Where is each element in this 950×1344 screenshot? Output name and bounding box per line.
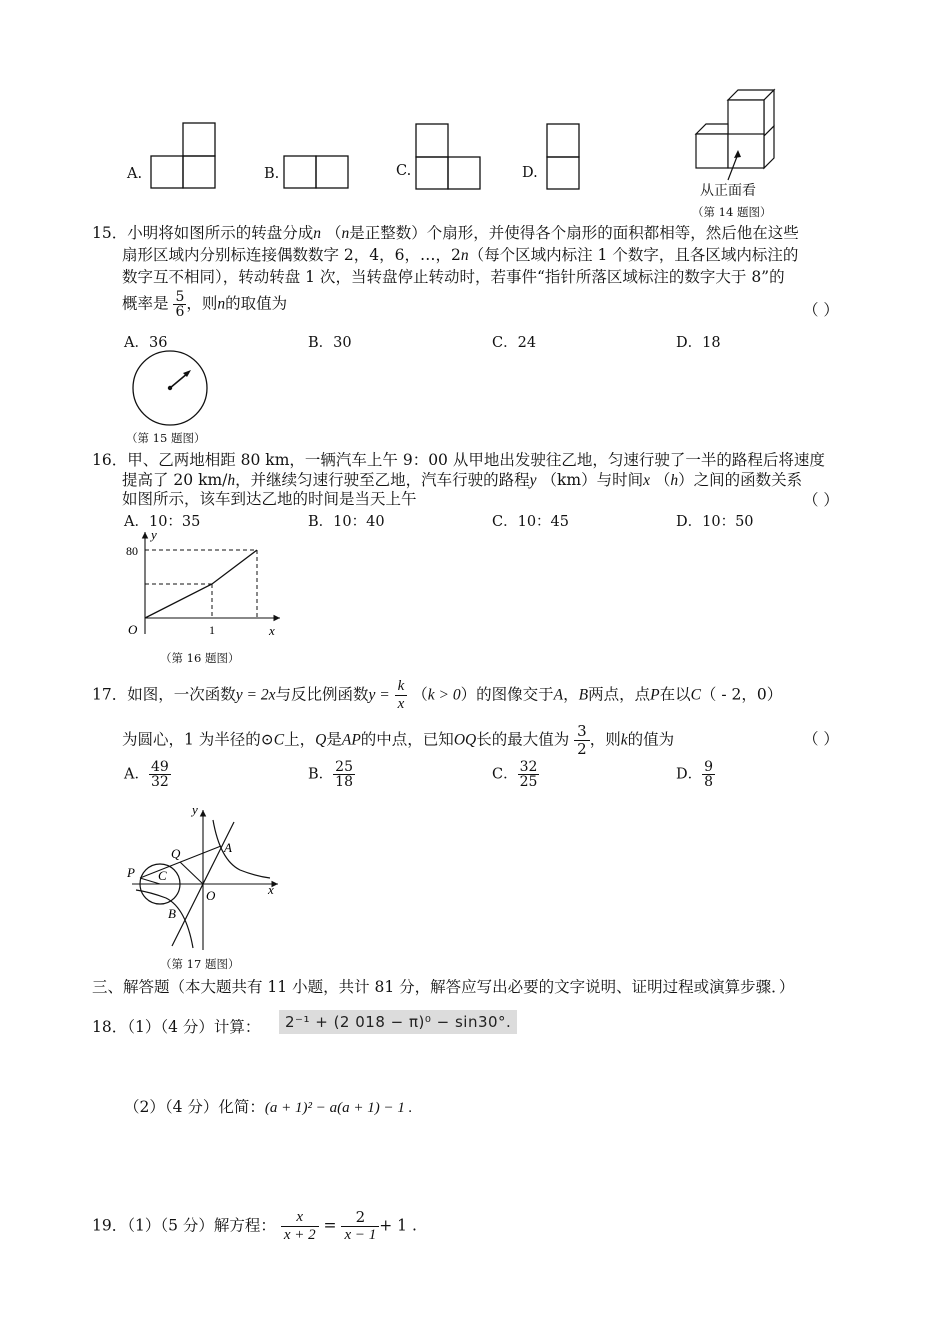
q14-option-a-label: A. <box>127 166 143 182</box>
q17-segment-ap: AP <box>341 731 361 749</box>
fraction-numerator: 25 <box>335 759 353 775</box>
q15-probability-fraction <box>173 290 186 319</box>
q16-line3: 如图所示，该车到达乙地的时间是当天上午 <box>122 490 417 508</box>
q15-line1 <box>92 222 799 245</box>
hyperbola-q1 <box>213 820 270 878</box>
point-c-label: C <box>158 868 167 883</box>
q17-line1 <box>92 678 782 713</box>
q17-condition: k > 0 <box>427 686 461 704</box>
q19-equals: = <box>323 1216 337 1235</box>
q14-option-a-figure <box>150 122 220 192</box>
x-axis-label: x <box>268 882 274 897</box>
q17-text: 为圆心，1 为半径的⊙ <box>122 730 274 749</box>
fraction-numerator: k <box>395 678 408 696</box>
fraction-numerator: x <box>281 1209 319 1227</box>
q16-number: 16． <box>92 451 128 469</box>
q17-answer-paren: （ ） <box>803 730 839 748</box>
q17-caption: （第 17 题图） <box>160 957 240 971</box>
fraction-numerator: 9 <box>704 759 714 775</box>
q17-point-a: A <box>553 686 564 704</box>
q17-point-c: C <box>690 686 701 704</box>
q17-text: 的中点，已知 <box>360 730 454 749</box>
fraction-denominator: x + 2 <box>283 1227 316 1243</box>
q16-answer-paren: （ ） <box>803 491 839 509</box>
fraction-denominator: x − 1 <box>344 1227 377 1243</box>
q17-text: 是 <box>326 730 342 749</box>
q19-lhs-fraction <box>281 1209 319 1244</box>
q16-line1 <box>92 449 825 471</box>
fraction-denominator: 8 <box>704 774 714 790</box>
q15-paren-open: （ <box>325 224 342 242</box>
q18-part2-formula: (a + 1)² − a(a + 1) − 1 . <box>264 1100 413 1116</box>
option-fraction <box>333 760 355 789</box>
q14-caption: （第 14 题图） <box>692 205 772 219</box>
q17-text: （ - 2，0） <box>700 685 783 704</box>
q17-point-p: P <box>650 686 660 704</box>
fraction-denominator: 2 <box>577 740 587 758</box>
q15-option-b: B．30 <box>308 335 352 351</box>
q17-text: （ <box>412 685 428 704</box>
q17-point-b: B <box>578 686 589 704</box>
q17-max-fraction <box>574 723 590 758</box>
fraction-numerator: 3 <box>574 723 590 741</box>
q14-option-b-label: B. <box>264 166 280 182</box>
q15-option-c: C．24 <box>492 335 537 351</box>
q16-text: （km）与时间 <box>541 471 644 489</box>
point-p-label: P <box>127 865 135 880</box>
q17-text: 与反比例函数 <box>275 685 369 704</box>
fraction-numerator: 49 <box>150 759 169 775</box>
q16-var-h: h <box>670 472 679 489</box>
q17-k-over-x <box>395 678 408 713</box>
q17-option-d <box>676 760 715 789</box>
q15-var-n: n <box>217 295 226 313</box>
option-fraction <box>702 760 715 789</box>
q19-rhs-tail: + 1 . <box>379 1216 417 1235</box>
q17-linear-eq: y = 2x <box>235 686 276 704</box>
q14-option-c-figure <box>415 123 485 193</box>
q15-text: （每个区域内标注 1 个数字，且各区域内标注的 <box>468 246 799 264</box>
q17-text: 两点，点 <box>588 685 651 704</box>
q18-part1 <box>92 1016 260 1038</box>
q16-option-b: B．10：40 <box>308 514 385 530</box>
q17-option-a <box>124 760 171 789</box>
fraction-numerator: 5 <box>175 289 185 305</box>
q15-option-a: A．36 <box>124 335 168 351</box>
q17-segment-oq: OQ <box>453 731 477 749</box>
option-label: A． <box>124 766 149 783</box>
option-fraction <box>149 760 171 789</box>
q18-number: 18． <box>92 1018 128 1036</box>
q18-part2-label: （2）（4 分）化简： <box>124 1098 265 1116</box>
q16-text: （ <box>654 471 671 489</box>
section-3-heading: 三、解答题（本大题共有 11 小题，共计 81 分，解答应写出必要的文字说明、证明过程或演算步骤．） <box>92 978 795 996</box>
q17-text: 的值为 <box>627 730 675 749</box>
fraction-denominator: 32 <box>150 774 169 790</box>
q15-line3: 数字互不相同），转动转盘 1 次，当转盘停止转动时，若事件“指针所落区域标注的数字大于 8”的 <box>122 268 785 286</box>
fraction-denominator: x <box>397 696 405 712</box>
fraction-numerator: 32 <box>519 759 538 775</box>
option-label: C． <box>492 766 518 783</box>
q16-graph <box>120 526 290 644</box>
point-q-label: Q <box>171 846 181 861</box>
q17-text: ， <box>563 685 579 704</box>
q14-view-label: 从正面看 <box>700 183 756 199</box>
x-tick-1: 1 <box>209 623 215 637</box>
q15-number: 15． <box>92 224 128 242</box>
q16-caption: （第 16 题图） <box>160 651 240 665</box>
q15-text: 是正整数）个扇形，并使得各个扇形的面积都相等，然后他在这些 <box>349 224 799 242</box>
q15-text: 扇形区域内分别标连接偶数数字 2，4，6，…，2 <box>122 246 461 264</box>
q17-text: ，则 <box>589 730 621 749</box>
q15-var-n: n <box>341 225 350 242</box>
q16-var-x: x <box>643 472 650 489</box>
q16-text: ，并继续匀速行驶至乙地，汽车行驶的路程 <box>235 471 530 489</box>
y-axis-label: y <box>151 527 157 542</box>
q19-part1 <box>92 1209 417 1244</box>
fraction-numerator: 2 <box>341 1209 379 1227</box>
option-label: D． <box>676 766 703 783</box>
q17-point-c: C <box>273 731 285 749</box>
q15-caption: （第 15 题图） <box>126 431 206 445</box>
q17-line2 <box>122 723 674 758</box>
fraction-denominator: 6 <box>175 304 185 320</box>
x-axis-label: x <box>269 623 275 638</box>
q14-option-b-figure <box>283 155 353 191</box>
option-label: B． <box>308 766 334 783</box>
q18-part2 <box>124 1096 412 1119</box>
segment-oq <box>180 862 203 884</box>
q15-spinner-figure <box>130 349 212 429</box>
q15-text: 小明将如图所示的转盘分成 <box>127 224 314 242</box>
q17-var-k: k <box>620 731 628 749</box>
q16-option-a: A．10：35 <box>124 514 201 530</box>
q17-text: 在以 <box>659 685 691 704</box>
q15-answer-paren: （ ） <box>803 301 839 319</box>
segment-pc <box>140 878 160 884</box>
q16-option-d: D．10：50 <box>676 514 754 530</box>
q19-part1-label: （1）（5 分）解方程： <box>127 1216 276 1235</box>
q17-point-q: Q <box>315 731 327 749</box>
y-tick-80: 80 <box>126 544 138 558</box>
q16-text: ）之间的函数关系 <box>678 471 803 489</box>
q17-option-c <box>492 760 539 789</box>
q15-line4 <box>122 290 287 319</box>
q17-text: 长的最大值为 <box>476 730 570 749</box>
point-b-label: B <box>168 906 176 921</box>
q17-number: 17． <box>92 685 128 704</box>
q15-text: 的取值为 <box>225 294 288 313</box>
q14-option-d-figure <box>546 123 586 193</box>
q16-option-c: C．10：45 <box>492 514 569 530</box>
hyperbola-q3 <box>136 890 193 948</box>
q16-text: 甲、乙两地相距 80 km，一辆汽车上午 9：00 从甲地出发驶往乙地，匀速行驶了一半的路程后将速度 <box>127 451 825 469</box>
q16-var-y: y <box>529 472 537 489</box>
q15-var-n: n <box>313 225 321 242</box>
q17-text: 如图，一次函数 <box>127 685 236 704</box>
origin-label: O <box>128 622 138 637</box>
q17-option-b <box>308 760 355 789</box>
q16-text: 提高了 20 km/ <box>122 471 228 489</box>
q16-var-h: h <box>227 472 236 489</box>
fraction-denominator: 18 <box>335 774 353 790</box>
q17-text: ）的图像交于 <box>460 685 554 704</box>
q15-text: ，则 <box>186 294 218 313</box>
q15-option-d: D．18 <box>676 335 721 351</box>
q18-part1-formula-image: 2⁻¹ + (2 018 − π)⁰ − sin30°. <box>279 1010 517 1034</box>
q14-option-c-label: C. <box>396 163 412 179</box>
q15-line2 <box>122 244 798 267</box>
y-axis-label: y <box>192 802 198 817</box>
option-fraction <box>518 760 540 789</box>
q15-text: 概率是 <box>122 294 169 313</box>
q18-part1-label: （1）（4 分）计算： <box>127 1018 261 1036</box>
q14-option-d-label: D. <box>522 165 538 181</box>
q15-var-n: n <box>460 247 469 264</box>
fraction-denominator: 25 <box>519 774 538 790</box>
origin-label: O <box>206 888 216 903</box>
q17-graph <box>120 800 290 956</box>
q17-inverse-eq-lhs: y = <box>368 686 390 704</box>
q17-text: 上， <box>284 730 316 749</box>
q14-cube-stack-figure <box>690 88 780 184</box>
q19-rhs-fraction <box>341 1209 379 1244</box>
point-a-label: A <box>224 840 232 855</box>
q19-number: 19． <box>92 1216 128 1235</box>
